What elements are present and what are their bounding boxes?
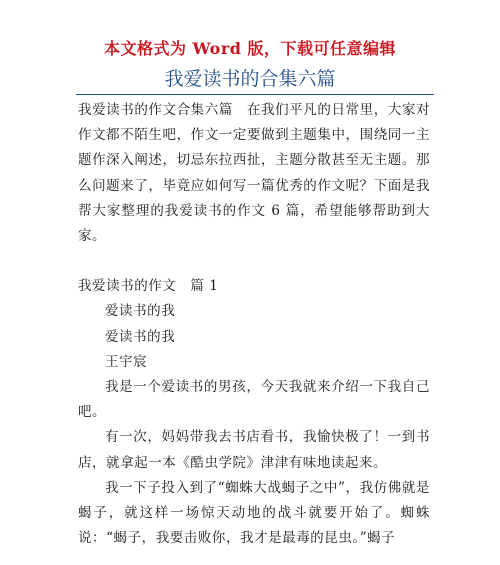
body-paragraph: 有一次，妈妈带我去书店看书，我愉快极了！一到书店，就拿起一本《酷虫学院》津津有味地读起来。 <box>78 429 430 471</box>
essay-title: 爱读书的我 <box>105 328 176 345</box>
section-heading: 我爱读书的作文 篇 1 <box>78 278 219 295</box>
essay-title: 爱读书的我 <box>105 303 176 320</box>
body-paragraph: 我是一个爱读书的男孩，今天我就来介绍一下我自己吧。 <box>78 379 430 421</box>
format-banner: 本文格式为 Word 版，下载可任意编辑 <box>103 39 397 58</box>
document-title: 我爱读书的合集六篇 <box>164 68 336 90</box>
body-paragraph: 我一下子投入到了“蜘蛛大战蝎子之中”，我仿佛就是蝎子，就这样一场惊天动地的战斗就要开始了。蜘蛛说：“蝎子，我要击败你，我才是最毒的昆虫。”蝎子 <box>78 479 430 547</box>
title-underline <box>76 94 434 95</box>
document-body <box>78 98 430 551</box>
intro-paragraph: 我爱读书的作文合集六篇 在我们平凡的日常里，大家对作文都不陌生吧，作文一定要做到主题集中，围绕同一主题作深入阐述，切忌东拉西扯，主题分散甚至无主题。那么问题来了，毕竟应如何写一篇优秀的作文呢？下面是我帮大家整理的我爱读书的作文 6 篇，希望能够帮助到大家。 <box>78 102 430 245</box>
author-name: 王宇宸 <box>105 353 148 370</box>
